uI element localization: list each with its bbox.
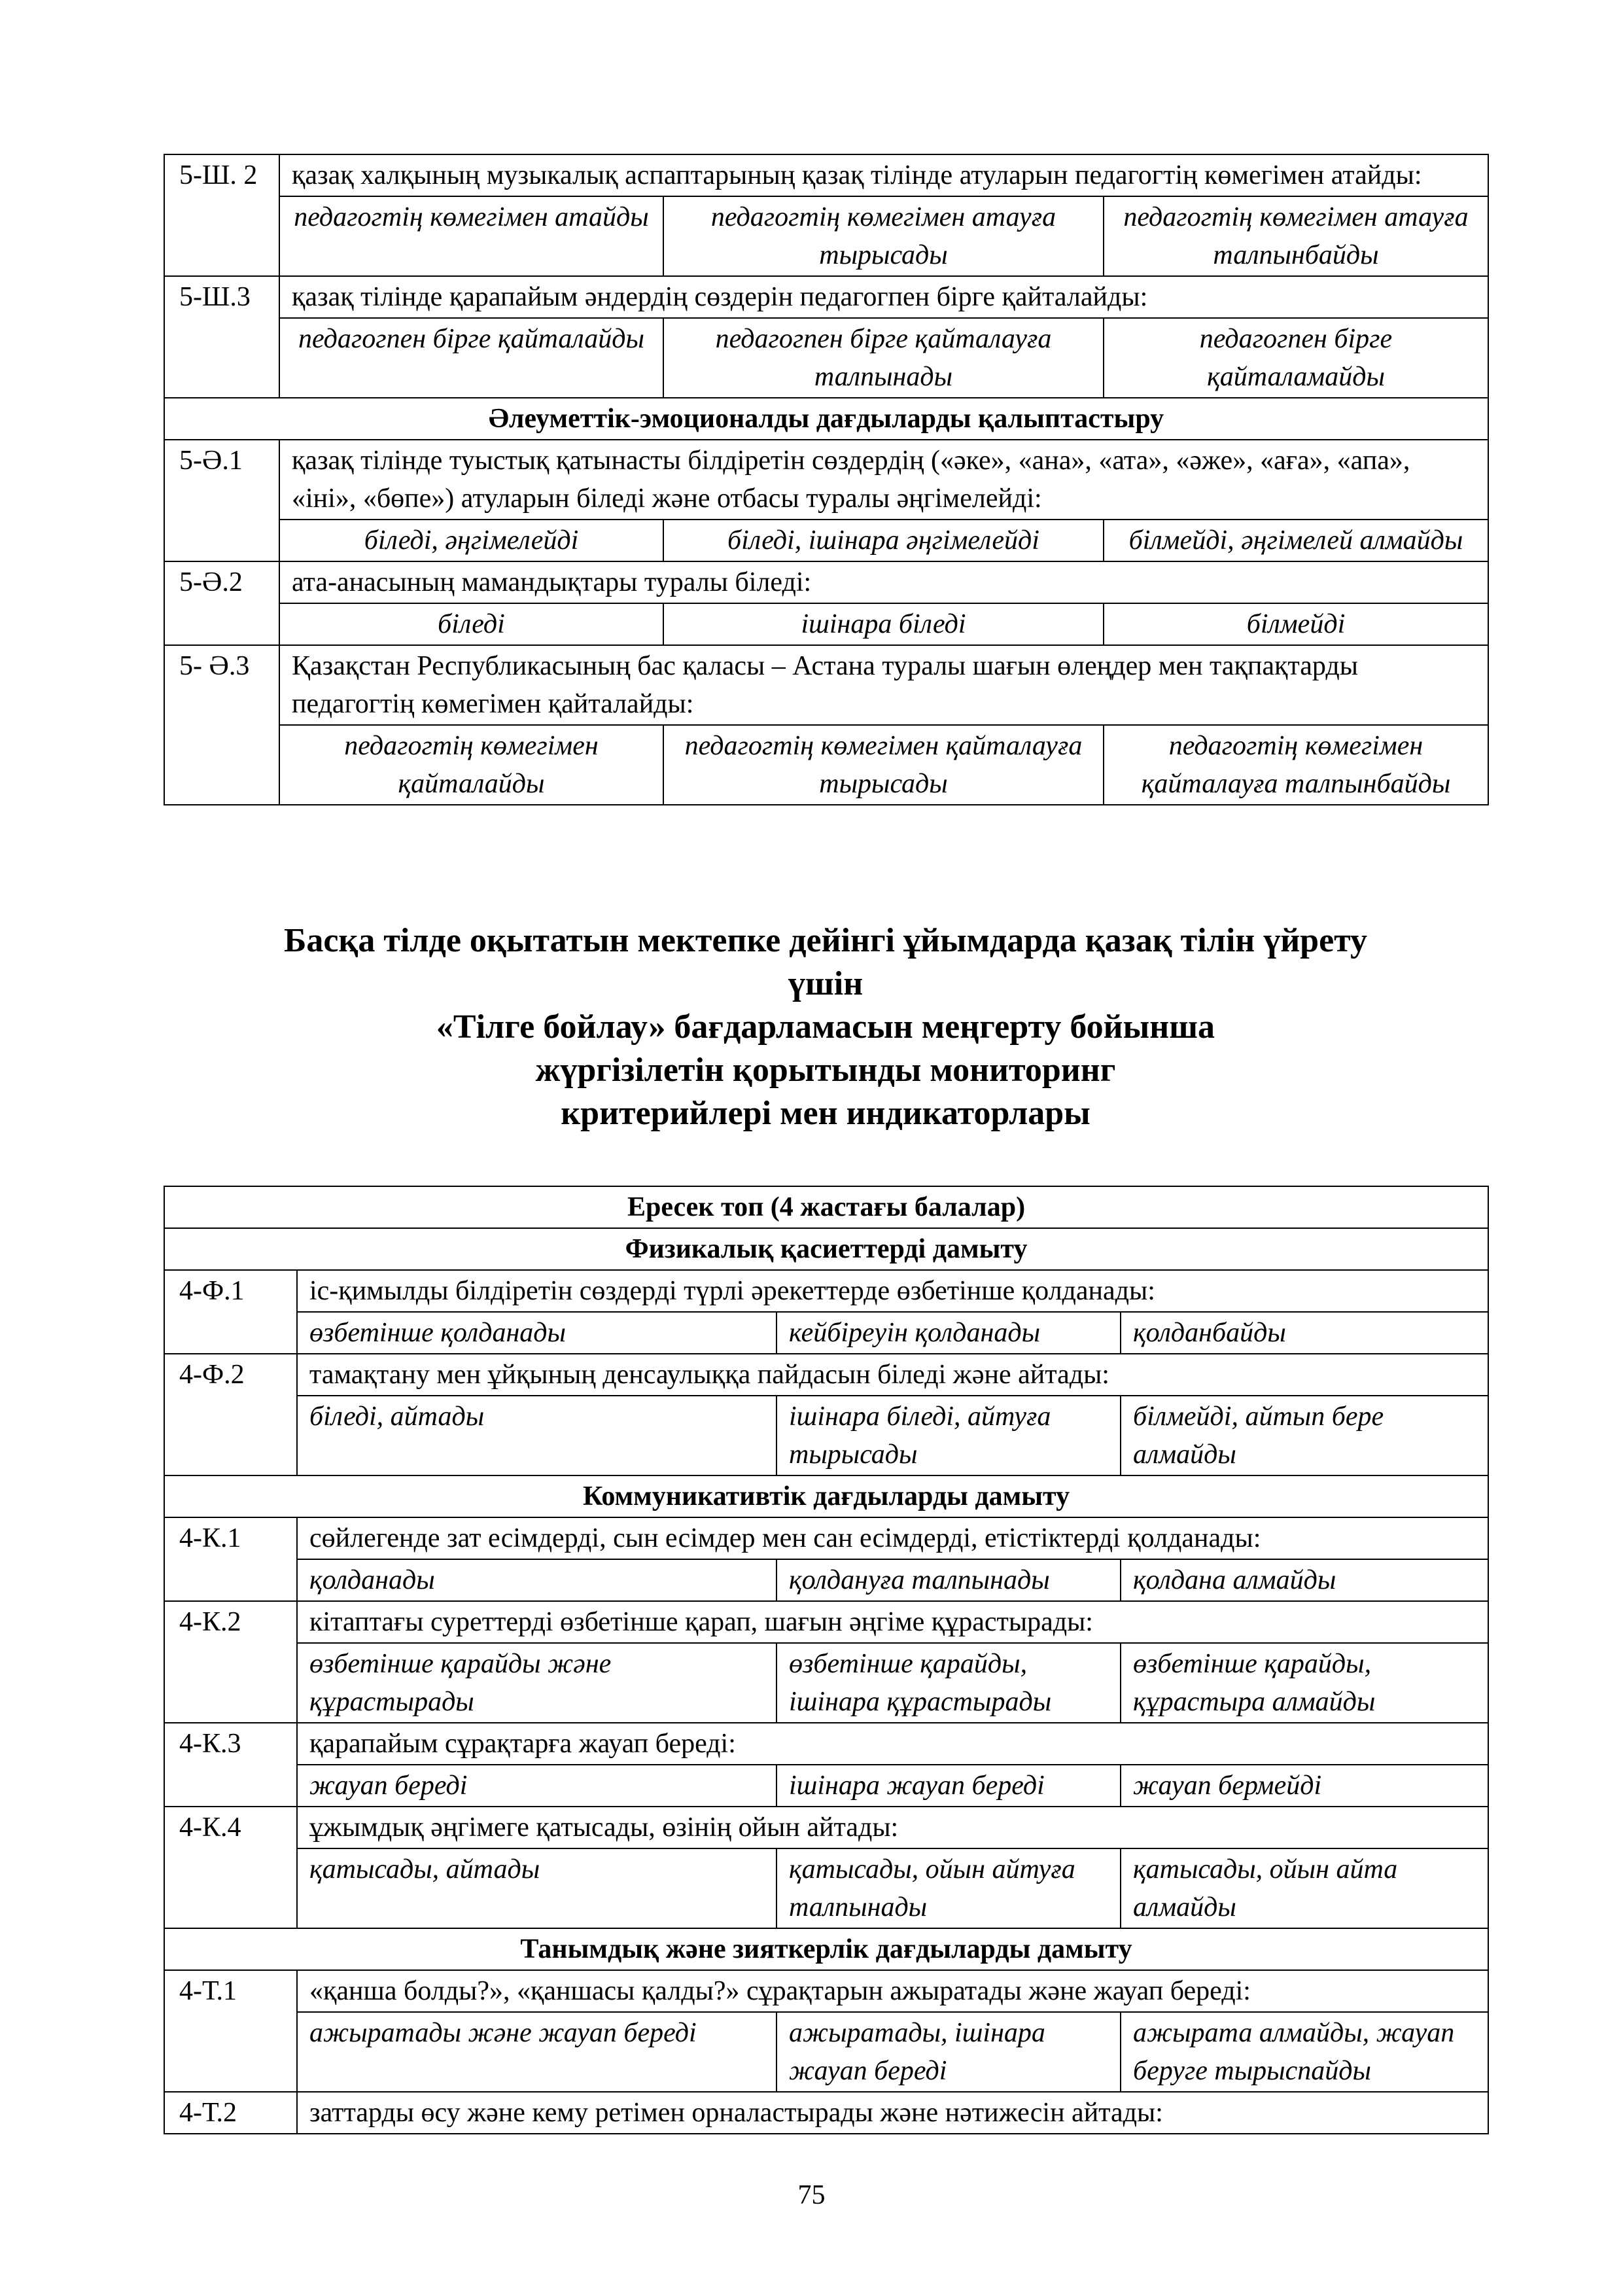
section-title: Әлеуметтік-эмоционалды дағдыларды қалыптастыру bbox=[164, 398, 1488, 440]
table-row bbox=[164, 1970, 1488, 2012]
criterion-code: 5-Ш. 2 bbox=[164, 154, 279, 276]
table-row bbox=[164, 1312, 1488, 1354]
level-high: жауап береді bbox=[297, 1765, 777, 1807]
criterion-code: 4-К.2 bbox=[164, 1601, 297, 1723]
level-medium: педагогпен бірге қайталауға талпынады bbox=[663, 318, 1104, 398]
level-low: қолдана алмайды bbox=[1121, 1559, 1488, 1601]
level-low: жауап бермейді bbox=[1121, 1765, 1488, 1807]
level-low: ажырата алмайды, жауап беруге тырыспайды bbox=[1121, 2012, 1488, 2092]
level-low: өзбетінше қарайды, құрастыра алмайды bbox=[1121, 1643, 1488, 1723]
table-row bbox=[164, 1807, 1488, 1848]
section-row bbox=[164, 1186, 1488, 1228]
level-low: қолданбайды bbox=[1121, 1312, 1488, 1354]
level-medium: ажыратады, ішінара жауап береді bbox=[777, 2012, 1121, 2092]
criterion-text: «қанша болды?», «қаншасы қалды?» сұрақтарын ажыратады және жауап береді: bbox=[297, 1970, 1488, 2012]
table-row bbox=[164, 1723, 1488, 1765]
criterion-text: қарапайым сұрақтарға жауап береді: bbox=[297, 1723, 1488, 1765]
level-medium: педагогтің көмегімен атауға тырысады bbox=[663, 196, 1104, 276]
level-high: біледі, әңгімелейді bbox=[279, 520, 663, 561]
level-medium: ішінара біледі, айтуға тырысады bbox=[777, 1396, 1121, 1475]
table-row bbox=[164, 645, 1488, 725]
level-high: біледі, айтады bbox=[297, 1396, 777, 1475]
level-high: қатысады, айтады bbox=[297, 1848, 777, 1928]
level-medium: қатысады, ойын айтуға талпынады bbox=[777, 1848, 1121, 1928]
criterion-code: 5-Ш.3 bbox=[164, 276, 279, 398]
table-row bbox=[164, 1559, 1488, 1601]
section-row bbox=[164, 1928, 1488, 1970]
section-title: Коммуникативтік дағдыларды дамыту bbox=[164, 1475, 1488, 1517]
level-medium: ішінара біледі bbox=[663, 603, 1104, 645]
table-row bbox=[164, 196, 1488, 276]
table-row bbox=[164, 1270, 1488, 1312]
table-row bbox=[164, 1848, 1488, 1928]
level-low: білмейді, әңгімелей алмайды bbox=[1104, 520, 1488, 561]
table-row bbox=[164, 1765, 1488, 1807]
table-row bbox=[164, 1354, 1488, 1396]
table-row bbox=[164, 2092, 1488, 2134]
criterion-code: 4-Т.1 bbox=[164, 1970, 297, 2092]
section-row bbox=[164, 398, 1488, 440]
criterion-text: Қазақстан Республикасының бас қаласы – Астана туралы шағын өлеңдер мен тақпақтарды педагогтің көмегімен қайталайды: bbox=[279, 645, 1488, 725]
criterion-code: 4-К.4 bbox=[164, 1807, 297, 1928]
heading-line: критерийлері мен индикаторлары bbox=[561, 1095, 1091, 1132]
table-row bbox=[164, 725, 1488, 805]
criterion-code: 5-Ә.2 bbox=[164, 561, 279, 645]
heading-line: «Тілге бойлау» бағдарламасын меңгерту бойынша bbox=[436, 1008, 1215, 1046]
level-high: педагогтің көмегімен қайталайды bbox=[279, 725, 663, 805]
section-title: Танымдық және зияткерлік дағдыларды дамыту bbox=[164, 1928, 1488, 1970]
section-row bbox=[164, 1228, 1488, 1270]
table-row bbox=[164, 276, 1488, 318]
table-row bbox=[164, 2012, 1488, 2092]
level-low: білмейді, айтып бере алмайды bbox=[1121, 1396, 1488, 1475]
table-row bbox=[164, 154, 1488, 196]
level-high: өзбетінше қолданады bbox=[297, 1312, 777, 1354]
criterion-text: заттарды өсу және кему ретімен орналастырады және нәтижесін айтады: bbox=[297, 2092, 1488, 2134]
criterion-code: 4-К.1 bbox=[164, 1517, 297, 1601]
criterion-code: 4-Ф.2 bbox=[164, 1354, 297, 1475]
level-medium: өзбетінше қарайды, ішінара құрастырады bbox=[777, 1643, 1121, 1723]
level-medium: педагогтің көмегімен қайталауға тырысады bbox=[663, 725, 1104, 805]
criterion-text: ата-анасының мамандықтары туралы біледі: bbox=[279, 561, 1488, 603]
table-row bbox=[164, 1396, 1488, 1475]
criterion-text: сөйлегенде зат есімдерді, сын есімдер мен сан есімдерді, етістіктерді қолданады: bbox=[297, 1517, 1488, 1559]
section-row bbox=[164, 1475, 1488, 1517]
heading-line: Басқа тілде оқытатын мектепке дейінгі ұйымдарда қазақ тілін үйрету bbox=[283, 922, 1368, 959]
criterion-text: іс-қимылды білдіретін сөздерді түрлі әрекеттерде өзбетінше қолданады: bbox=[297, 1270, 1488, 1312]
criteria-table-age-5 bbox=[164, 154, 1489, 805]
criterion-code: 4-Т.2 bbox=[164, 2092, 297, 2134]
criterion-code: 5- Ә.3 bbox=[164, 645, 279, 805]
level-medium: біледі, ішінара әңгімелейді bbox=[663, 520, 1104, 561]
criterion-text: қазақ тілінде қарапайым әндердің сөздерін педагогпен бірге қайталайды: bbox=[279, 276, 1488, 318]
level-high: педагогтің көмегімен атайды bbox=[279, 196, 663, 276]
level-high: өзбетінше қарайды және құрастырады bbox=[297, 1643, 777, 1723]
level-low: педагогтің көмегімен қайталауға талпынбайды bbox=[1104, 725, 1488, 805]
level-low: білмейді bbox=[1104, 603, 1488, 645]
level-high: педагогпен бірге қайталайды bbox=[279, 318, 663, 398]
table-row bbox=[164, 1643, 1488, 1723]
level-low: қатысады, ойын айта алмайды bbox=[1121, 1848, 1488, 1928]
level-high: ажыратады және жауап береді bbox=[297, 2012, 777, 2092]
level-low: педагогтің көмегімен атауға талпынбайды bbox=[1104, 196, 1488, 276]
table-row bbox=[164, 1601, 1488, 1643]
criterion-text: қазақ тілінде туыстық қатынасты білдіретін сөздердің («әке», «ана», «ата», «әже», «аға», «апа», «іні», «бөпе») атуларын біледі және отбасы туралы әңгімелейді: bbox=[279, 440, 1488, 520]
level-high: біледі bbox=[279, 603, 663, 645]
section-title: Физикалық қасиеттерді дамыту bbox=[164, 1228, 1488, 1270]
criteria-table-age-4 bbox=[164, 1186, 1489, 2134]
criterion-text: қазақ халқының музыкалық аспаптарының қазақ тілінде атуларын педагогтің көмегімен атайды: bbox=[279, 154, 1488, 196]
level-low: педагогпен бірге қайталамайды bbox=[1104, 318, 1488, 398]
group-title: Ересек топ (4 жастағы балалар) bbox=[164, 1186, 1488, 1228]
heading-line: үшін bbox=[788, 965, 864, 1002]
criterion-text: кітаптағы суреттерді өзбетінше қарап, шағын әңгіме құрастырады: bbox=[297, 1601, 1488, 1643]
table-row bbox=[164, 440, 1488, 520]
level-medium: кейбіреуін қолданады bbox=[777, 1312, 1121, 1354]
criterion-text: тамақтану мен ұйқының денсаулыққа пайдасын біледі және айтады: bbox=[297, 1354, 1488, 1396]
table-row bbox=[164, 561, 1488, 603]
level-high: қолданады bbox=[297, 1559, 777, 1601]
level-medium: қолдануға талпынады bbox=[777, 1559, 1121, 1601]
criterion-code: 5-Ә.1 bbox=[164, 440, 279, 561]
page-heading bbox=[164, 919, 1488, 1135]
level-medium: ішінара жауап береді bbox=[777, 1765, 1121, 1807]
page-number: 75 bbox=[797, 2180, 826, 2210]
table-row bbox=[164, 520, 1488, 561]
criterion-code: 4-Ф.1 bbox=[164, 1270, 297, 1354]
table-row bbox=[164, 1517, 1488, 1559]
criterion-code: 4-К.3 bbox=[164, 1723, 297, 1807]
heading-line: жүргізілетін қорытынды мониторинг bbox=[535, 1051, 1116, 1089]
criterion-text: ұжымдық әңгімеге қатысады, өзінің ойын айтады: bbox=[297, 1807, 1488, 1848]
table-row bbox=[164, 603, 1488, 645]
table-row bbox=[164, 318, 1488, 398]
